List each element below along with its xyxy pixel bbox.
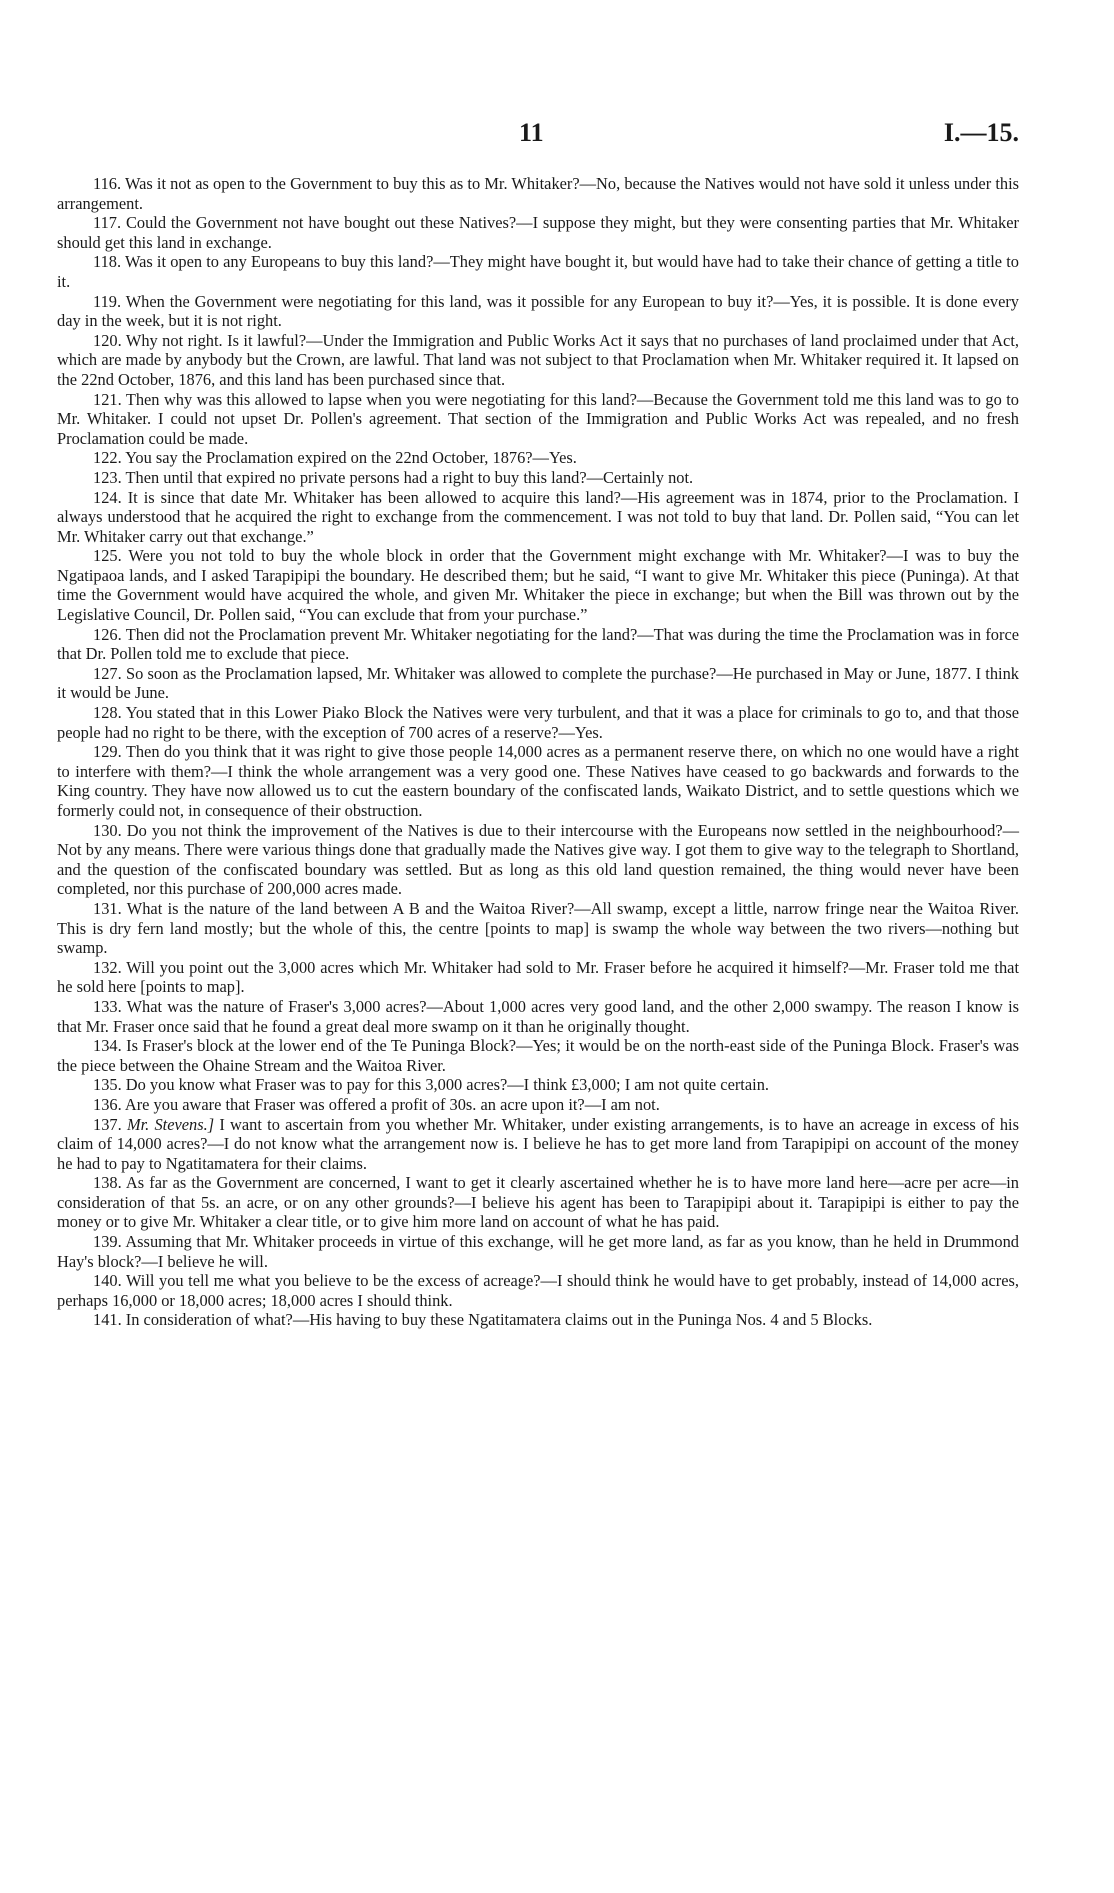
- paragraph-number: 136.: [93, 1094, 122, 1114]
- paragraph: [57, 1271, 1019, 1310]
- paragraph-number: 127.: [93, 663, 122, 683]
- paragraph-text: You say the Proclamation expired on the 22nd October, 1876?—Yes.: [125, 448, 577, 468]
- paragraph-number: 140.: [93, 1271, 122, 1291]
- paragraph-number: 135.: [93, 1075, 122, 1095]
- paragraph-text: Were you not told to buy the whole block in order that the Government might exchange with Mr. Whitaker?—I was to buy the Ngatipaoa lands, and I asked Tarapipipi the boundary. He described them; but he said, “I want to give Mr. Whitaker this piece (Puninga). At that time the Government would have acquired the whole, and given Mr. Whitaker the piece in exchange; but when the Bill was thrown out by the Legislative Council, Dr. Pollen said, “You can exclude that from your purchase.”: [57, 546, 1019, 625]
- paragraph: [57, 174, 1019, 213]
- paragraph-text: Then did not the Proclamation prevent Mr. Whitaker negotiating for the land?—That was during the time the Proclamation was in force that Dr. Pollen told me to exclude that piece.: [57, 624, 1019, 664]
- paragraph-text: Is Fraser's block at the lower end of the Te Puninga Block?—Yes; it would be on the north-east side of the Puninga Block. Fraser's was the piece between the Ohaine Stream and the Waitoa River.: [57, 1036, 1019, 1075]
- paragraph-number: 128.: [93, 703, 122, 723]
- paragraph-number: 117.: [93, 213, 122, 233]
- paragraph-number: 138.: [93, 1173, 122, 1193]
- paragraph-text: I want to ascertain from you whether Mr. Whitaker, under existing arrangements, is to have an acreage in excess of his claim of 14,000 acres?—I do not know what the arrangement now is. I believe he has to get more land from Tarapipipi on account of the money he had to pay to Ngatitamatera for their claims.: [57, 1114, 1019, 1173]
- paragraph: [57, 292, 1019, 331]
- paragraph: [57, 488, 1019, 547]
- paragraph: [57, 1115, 1019, 1174]
- paragraph: [57, 252, 1019, 291]
- paragraph-number: 134.: [93, 1036, 122, 1056]
- page-header: [57, 118, 1019, 162]
- paragraph-text: Are you aware that Fraser was offered a profit of 30s. an acre upon it?—I am not.: [124, 1094, 660, 1114]
- paragraph-text: Assuming that Mr. Whitaker proceeds in virtue of this exchange, will he get more land, as far as you know, than he held in Drummond Hay's block?—I believe he will.: [57, 1232, 1019, 1271]
- paragraph: [57, 213, 1019, 252]
- paragraph-number: 120.: [93, 330, 122, 350]
- paragraph-number: 133.: [93, 996, 122, 1016]
- paragraph: [57, 1232, 1019, 1271]
- paragraph-number: 122.: [93, 448, 122, 468]
- paragraph: [57, 997, 1019, 1036]
- body-text: [57, 174, 1019, 1330]
- paragraph-text: You stated that in this Lower Piako Block the Natives were very turbulent, and that it was a place for criminals to go to, and that those people had no right to be there, with the exception of 700 acres of a reserve?—Yes.: [57, 703, 1019, 742]
- paragraph: [57, 625, 1019, 664]
- paragraph: [57, 1095, 1019, 1115]
- paragraph-number: 141.: [93, 1310, 122, 1330]
- paragraph: [57, 821, 1019, 899]
- paragraph: [57, 1310, 1019, 1330]
- paragraph: [57, 1036, 1019, 1075]
- paragraph-text: Do you know what Fraser was to pay for this 3,000 acres?—I think £3,000; I am not quite certain.: [125, 1075, 769, 1095]
- paragraph-text: Was it open to any Europeans to buy this land?—They might have bought it, but would have had to take their chance of getting a title to it.: [57, 252, 1019, 291]
- paragraph: [57, 546, 1019, 624]
- paragraph-number: 116.: [93, 174, 122, 193]
- paragraph: [57, 468, 1019, 488]
- paragraph-text: It is since that date Mr. Whitaker has been allowed to acquire this land?—His agreement was in 1874, prior to the Proclamation. I always understood that he acquired the right to exchange from the commencement. I was not told to buy that land. Dr. Pollen said, “You can let Mr. Whitaker carry out that exchange.”: [57, 487, 1019, 546]
- paragraph-text: Will you point out the 3,000 acres which Mr. Whitaker had sold to Mr. Fraser before he acquired it himself?—Mr. Fraser told me that he sold here [points to map].: [57, 957, 1019, 997]
- document-reference: I.—15.: [943, 118, 1019, 147]
- paragraph-number: 125.: [93, 546, 122, 566]
- paragraph-number: 132.: [93, 957, 122, 977]
- paragraph-text: Then why was this allowed to lapse when you were negotiating for this land?—Because the Government told me this land was to go to Mr. Whitaker. I could not upset Dr. Pollen's agreement. That section of the Immigration and Public Works Act was repealed, and no fresh Proclamation could be made.: [57, 389, 1019, 448]
- paragraph-text: What was the nature of Fraser's 3,000 acres?—About 1,000 acres very good land, and the other 2,000 swampy. The reason I know is that Mr. Fraser once said that he found a great deal more swamp on it than he originally thought.: [57, 996, 1019, 1036]
- paragraph-text: In consideration of what?—His having to buy these Ngatitamatera claims out in the Puninga Nos. 4 and 5 Blocks.: [125, 1310, 873, 1330]
- paragraph: [57, 331, 1019, 390]
- page-number: 11: [519, 118, 544, 147]
- paragraph: [57, 390, 1019, 449]
- paragraph: [57, 664, 1019, 703]
- paragraph-number: 123.: [93, 467, 122, 487]
- paragraph-number: 121.: [93, 389, 122, 409]
- paragraph: [57, 742, 1019, 820]
- paragraph-number: 139.: [93, 1232, 122, 1252]
- paragraph-text: Then until that expired no private persons had a right to buy this land?—Certainly not.: [125, 467, 694, 487]
- paragraph-number: 137.: [93, 1114, 122, 1134]
- document-page: [57, 118, 1019, 1330]
- paragraph: [57, 1173, 1019, 1232]
- paragraph-text: What is the nature of the land between A B and the Waitoa River?—All swamp, except a little, narrow fringe near the Waitoa River. This is dry fern land mostly; but the whole of this, the centre [points to map] is swamp the whole way between the two rivers—nothing but swamp.: [57, 898, 1019, 958]
- paragraph-text: When the Government were negotiating for this land, was it possible for any European to buy it?—Yes, it is possible. It is done every day in the week, but it is not right.: [57, 291, 1019, 331]
- paragraph-number: 126.: [93, 624, 122, 644]
- paragraph-text: Then do you think that it was right to give those people 14,000 acres as a permanent reserve there, on which no one would have a right to interfere with them?—I think the whole arrangement was a very good one. These Natives have ceased to go backwards and forwards to the King country. They have now allowed us to cut the eastern boundary of the confiscated lands, Waikato District, and to settle questions which we formerly could not, in consequence of their obstruction.: [57, 742, 1019, 820]
- paragraph-number: 129.: [93, 742, 122, 762]
- paragraph-number: 119.: [93, 291, 122, 311]
- paragraph-text: Was it not as open to the Government to buy this as to Mr. Whitaker?—No, because the Natives would not have sold it unless under this arrangement.: [57, 174, 1019, 213]
- paragraph-number: 118.: [93, 252, 122, 272]
- paragraph-number: 131.: [93, 898, 122, 918]
- paragraph-text: Do you not think the improvement of the Natives is due to their intercourse with the Europeans now settled in the neighbourhood?—Not by any means. There were various things done that gradually made the Natives give way. I got them to give way to the telegraph to Shortland, and the question of the confiscated boundary was settled. But as long as this old land question remained, the thing would never have been completed, nor this purchase of 200,000 acres made.: [57, 820, 1019, 899]
- paragraph-number: 124.: [93, 487, 122, 507]
- paragraph-number: 130.: [93, 820, 122, 840]
- paragraph-text: Could the Government not have bought out these Natives?—I suppose they might, but they were consenting parties that Mr. Whitaker should get this land in exchange.: [57, 213, 1019, 252]
- paragraph-text: So soon as the Proclamation lapsed, Mr. Whitaker was allowed to complete the purchase?—He purchased in May or June, 1877. I think it would be June.: [57, 663, 1019, 703]
- paragraph: [57, 899, 1019, 958]
- paragraph-text: Will you tell me what you believe to be the excess of acreage?—I should think he would have to get probably, instead of 14,000 acres, perhaps 16,000 or 18,000 acres; 18,000 acres I should think.: [57, 1271, 1019, 1310]
- speaker-name: Mr. Stevens.]: [126, 1114, 215, 1134]
- paragraph-text: As far as the Government are concerned, I want to get it clearly ascertained whether he is to have more land here—acre per acre—in consideration of that 5s. an acre, or on any other grounds?—I believe his agent has been to Tarapipipi about it. Tarapipipi is either to pay the money or to give Mr. Whitaker a clear title, or to give him more land on account of what he has paid.: [57, 1173, 1019, 1232]
- paragraph: [57, 958, 1019, 997]
- paragraph: [57, 1075, 1019, 1095]
- paragraph-text: Why not right. Is it lawful?—Under the Immigration and Public Works Act it says that no purchases of land proclaimed under that Act, which are made by anybody but the Crown, are lawful. That land was not subject to that Proclamation when Mr. Whitaker required it. It lapsed on the 22nd October, 1876, and this land has been purchased since that.: [57, 330, 1019, 389]
- paragraph: [57, 703, 1019, 742]
- paragraph: [57, 448, 1019, 468]
